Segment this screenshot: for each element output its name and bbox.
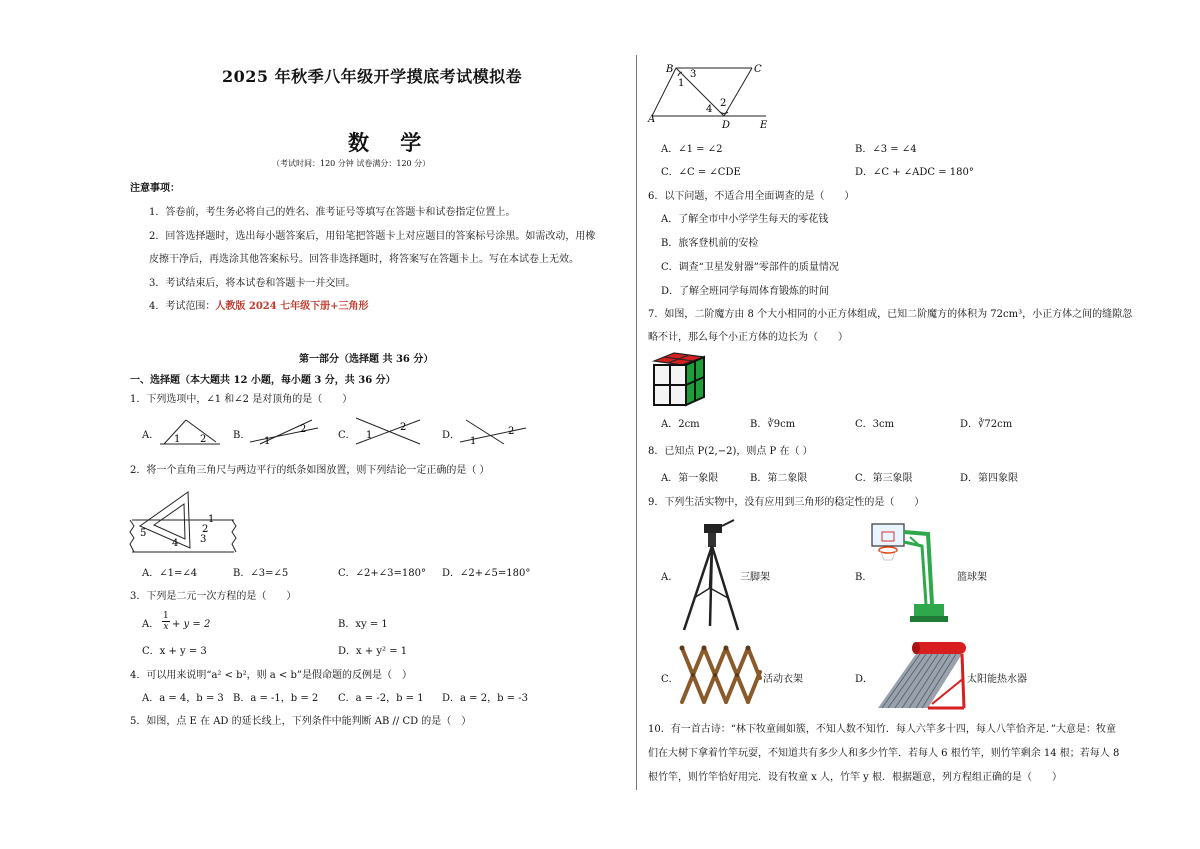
q5-label-3: 3 (690, 69, 697, 80)
q2-label-1: 1 (208, 514, 215, 525)
notes-heading: 注意事项： (130, 183, 180, 194)
tripod-image (680, 518, 740, 636)
q1b-label-1: 1 (264, 436, 271, 447)
q5-stem: 5．如图，点 E 在 AD 的延长线上，下列条件中能判断 AB // CD 的是（ ） (130, 716, 472, 727)
q4-option-a: A．a = 4，b = 3 (142, 693, 224, 704)
exam-scope: 人教版 2024 七年级下册+三角形 (215, 301, 369, 312)
basketball-stand-image (870, 520, 950, 624)
q7-option-b: B．∛9cm (750, 419, 796, 430)
q9-caption-c: 活动衣架 (763, 674, 803, 685)
q2-option-a: A．∠1=∠4 (142, 568, 198, 579)
q1-option-a: A． (142, 430, 160, 441)
q9-caption-d: 太阳能热水器 (967, 674, 1027, 685)
q1-option-d: D． (442, 430, 461, 441)
q1c-label-2: 2 (400, 422, 407, 433)
q5-label-B: B (666, 64, 674, 75)
q8-stem: 8．已知点 P(2,−2)，则点 P 在（ ） (648, 446, 813, 457)
q4-option-b: B．a = -1，b = 2 (233, 693, 319, 704)
q10-line-1: 10．有一首古诗：“林下牧童闹如簇，不知人数不知竹．每人六竿多十四，每人八竿恰齐足．”大意是：牧童 (648, 724, 1116, 735)
q5-label-A: A (648, 114, 656, 125)
q5-label-D: D (722, 120, 731, 131)
section-heading: 一、选择题（本大题共 12 小题，每小题 3 分，共 36 分） (130, 375, 396, 386)
q1b-label-2: 2 (300, 424, 307, 435)
note-4 (149, 300, 369, 313)
q6-stem: 6．以下问题，不适合用全面调查的是（ ） (648, 191, 855, 202)
q5-label-C: C (754, 64, 762, 75)
q5-label-4: 4 (706, 104, 713, 115)
note-1: 1．答卷前，考生务必将自己的姓名、准考证号等填写在答题卡和试卷指定位置上。 (149, 207, 516, 218)
q2-label-2: 2 (202, 524, 209, 535)
q3-option-a: A． (142, 619, 160, 630)
q8-option-a: A．第一象限 (661, 473, 719, 484)
q8-option-b: B．第二象限 (750, 473, 808, 484)
q2-label-5: 5 (140, 528, 147, 539)
exam-title: 2025 年秋季八年级开学摸底考试模拟卷 (222, 67, 523, 86)
q3-option-c: C．x + y = 3 (142, 646, 207, 657)
q6-option-c: C．调查“卫星发射器”零部件的质量情况 (661, 262, 839, 273)
q2-label-3: 3 (200, 534, 207, 545)
q9-caption-a: 三脚架 (740, 572, 770, 583)
q8-option-c: C．第三象限 (855, 473, 913, 484)
q1-figure-b (250, 418, 320, 446)
note-4-label: 4．考试范围： (149, 301, 216, 312)
solar-water-heater-image (872, 638, 968, 712)
q3-frac-den: x (163, 622, 169, 632)
q2-option-c: C．∠2+∠3=180° (338, 568, 426, 579)
subject-title: 数 学 (348, 130, 434, 155)
q7-option-d: D．∛72cm (960, 419, 1013, 430)
q3-stem: 3．下列是二元一次方程的是（ ） (130, 591, 297, 602)
part1-heading: 第一部分（选择题 共 36 分） (299, 354, 434, 365)
q2-option-b: B．∠3=∠5 (233, 568, 289, 579)
q3-option-a-tail: + y = 2 (172, 619, 211, 630)
q6-option-a: A．了解全市中小学学生每天的零花钱 (661, 214, 829, 225)
q4-stem: 4．可以用来说明“a² < b²，则 a < b”是假命题的反例是（ ） (130, 670, 412, 681)
q7-stem-line1: 7．如图，二阶魔方由 8 个大小相同的小正方体组成，已知二阶魔方的体积为 72cm³，小正方体之间的缝隙忽 (648, 309, 1133, 320)
q4-option-d: D．a = 2，b = -3 (442, 693, 528, 704)
q7-option-c: C．3cm (855, 419, 895, 430)
q1-option-b: B． (233, 430, 251, 441)
q5-option-c: C．∠C = ∠CDE (661, 167, 741, 178)
note-2a: 2．回答选择题时，选出每小题答案后，用铅笔把答题卡上对应题目的答案标号涂黑。如需改动，用橡 (149, 231, 596, 242)
q1-figure-c (354, 416, 424, 446)
clothes-rack-image (680, 644, 762, 706)
q7-stem-line2: 略不计，那么每个小正方体的边长为（ ） (648, 332, 848, 343)
q2-option-d: D．∠2+∠5=180° (442, 568, 531, 579)
q5-figure (648, 60, 778, 130)
q5-option-d: D．∠C + ∠ADC = 180° (855, 167, 974, 178)
q3-frac-num: 1 (163, 611, 169, 621)
rubiks-cube-image (648, 351, 708, 409)
exam-info: （考试时间：120 分钟 试卷满分：120 分） (272, 159, 431, 168)
q10-line-3: 根竹竿，则竹竿恰好用完．设有牧童 x 人，竹竿 y 根．根据题意，列方程组正确的是（ ） (648, 772, 1063, 783)
q9-stem: 9．下列生活实物中，没有应用到三角形的稳定性的是（ ） (648, 497, 925, 508)
q1c-label-1: 1 (366, 430, 373, 441)
q1a-label-1: 1 (174, 434, 181, 445)
note-3: 3．考试结束后，将本试卷和答题卡一并交回。 (149, 278, 356, 289)
q5-label-1: 1 (678, 78, 685, 89)
q6-option-d: D．了解全班同学每周体育锻炼的时间 (661, 286, 830, 297)
q1-option-c: C． (338, 430, 356, 441)
q3-option-b: B．xy = 1 (338, 619, 388, 630)
q9-option-b: B． (855, 572, 873, 583)
q9-option-d: D． (855, 674, 874, 685)
q4-option-c: C．a = -2，b = 1 (338, 693, 424, 704)
q6-option-b: B．旅客登机前的安检 (661, 238, 759, 249)
q8-option-d: D．第四象限 (960, 473, 1019, 484)
q1d-label-2: 2 (508, 426, 515, 437)
q9-option-c: C． (661, 674, 679, 685)
q2-figure (128, 490, 240, 556)
q1-stem: 1．下列选项中，∠1 和∠2 是对顶角的是（ ） (130, 394, 353, 405)
q7-option-a: A．2cm (661, 419, 700, 430)
q2-stem: 2．将一个直角三角尺与两边平行的纸条如图放置，则下列结论一定正确的是（ ） (130, 465, 490, 476)
q1d-label-1: 1 (470, 436, 477, 447)
q10-line-2: 们在大树下拿着竹竿玩耍，不知道共有多少人和多少竹竿．若每人 6 根竹竿，则竹竿剩余 14 根；若每人 8 (648, 748, 1120, 759)
q2-label-4: 4 (172, 538, 179, 549)
note-2b: 皮擦干净后，再选涂其他答案标号。回答非选择题时，将答案写在答题卡上。写在本试卷上无效。 (149, 254, 579, 265)
q9-option-a: A． (661, 572, 679, 583)
q1a-label-2: 2 (200, 434, 207, 445)
q1-figure-d (458, 418, 528, 446)
q3-option-d: D．x + y² = 1 (338, 646, 408, 657)
q1-figure-a (160, 418, 220, 446)
column-divider (636, 55, 637, 790)
q9-caption-b: 篮球架 (957, 572, 987, 583)
q5-option-b: B．∠3 = ∠4 (855, 144, 917, 155)
q5-option-a: A．∠1 = ∠2 (661, 144, 723, 155)
q5-label-2: 2 (720, 98, 727, 109)
q3-fraction (162, 611, 170, 632)
q5-label-E: E (760, 120, 768, 131)
